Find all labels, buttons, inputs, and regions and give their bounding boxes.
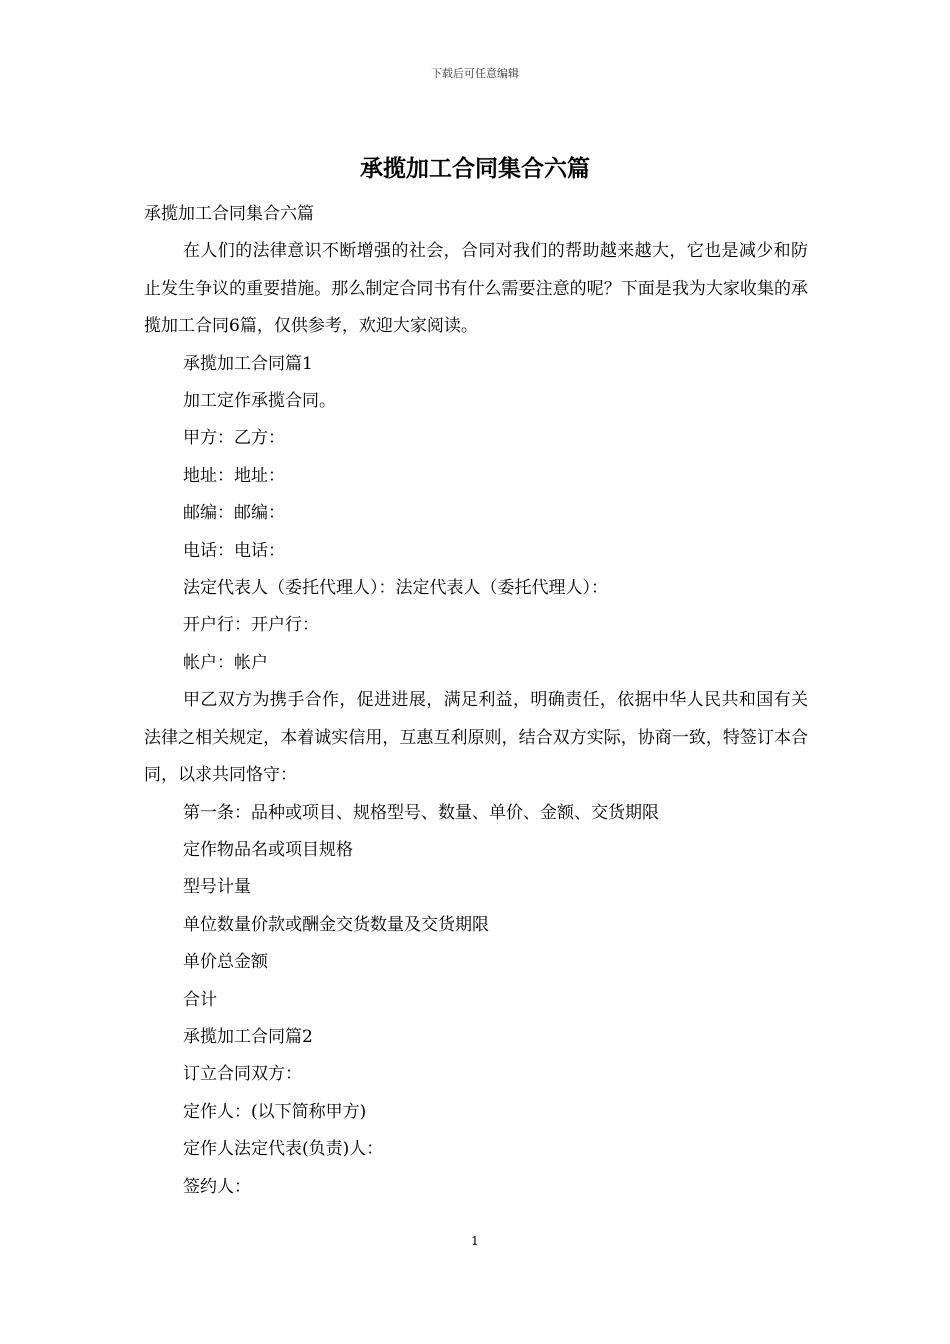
orderer-line: 定作人：(以下简称甲方) (183, 1101, 367, 1122)
item-name-line: 定作物品名或项目规格 (183, 839, 353, 860)
contracting-parties-line: 订立合同双方： (183, 1064, 302, 1085)
legal-representative-line: 法定代表人（委托代理人）：法定代表人（委托代理人）： (183, 578, 608, 599)
unit-quantity-line: 单位数量价款或酬金交货数量及交货期限 (183, 914, 489, 935)
price-total-line: 单价总金额 (183, 952, 268, 973)
document-title: 承揽加工合同集合六篇 (360, 155, 590, 182)
contract-type-line: 加工定作承揽合同。 (183, 391, 336, 412)
model-measure-line: 型号计量 (183, 877, 251, 898)
account-line: 帐户：帐户 (183, 652, 268, 673)
page-number: 1 (471, 1234, 479, 1248)
section-heading-part-1: 承揽加工合同篇1 (183, 353, 313, 374)
orderer-representative-line: 定作人法定代表(负责)人： (183, 1139, 384, 1160)
bank-line: 开户行：开户行： (183, 615, 319, 636)
intro-paragraph: 在人们的法律意识不断增强的社会，合同对我们的帮助越来越大，它也是减少和防止发生争议的重要措施。那么制定合同书有什么需要注意的呢？下面是我为大家收集的承揽加工合同6篇，仅供参考，欢迎大家阅读。 (144, 241, 808, 337)
party-line: 甲方：乙方： (183, 428, 285, 449)
total-line: 合计 (183, 989, 217, 1010)
agreement-paragraph: 甲乙双方为携手合作，促进进展，满足利益，明确责任，依据中华人民共和国有关法律之相关规定，本着诚实信用，互惠互利原则，结合双方实际，协商一致，特签订本合同，以求共同恪守： (144, 690, 808, 786)
page-header: 下载后可任意编辑 (431, 67, 519, 80)
postcode-line: 邮编：邮编： (183, 503, 285, 524)
signatory-line: 签约人： (183, 1176, 251, 1197)
document-subtitle: 承揽加工合同集合六篇 (144, 204, 314, 224)
section-heading-part-2: 承揽加工合同篇2 (183, 1026, 313, 1047)
article-one-line: 第一条：品种或项目、规格型号、数量、单价、金额、交货期限 (183, 802, 659, 823)
phone-line: 电话：电话： (183, 540, 285, 561)
document-body (144, 196, 808, 1206)
address-line: 地址：地址： (183, 465, 285, 486)
